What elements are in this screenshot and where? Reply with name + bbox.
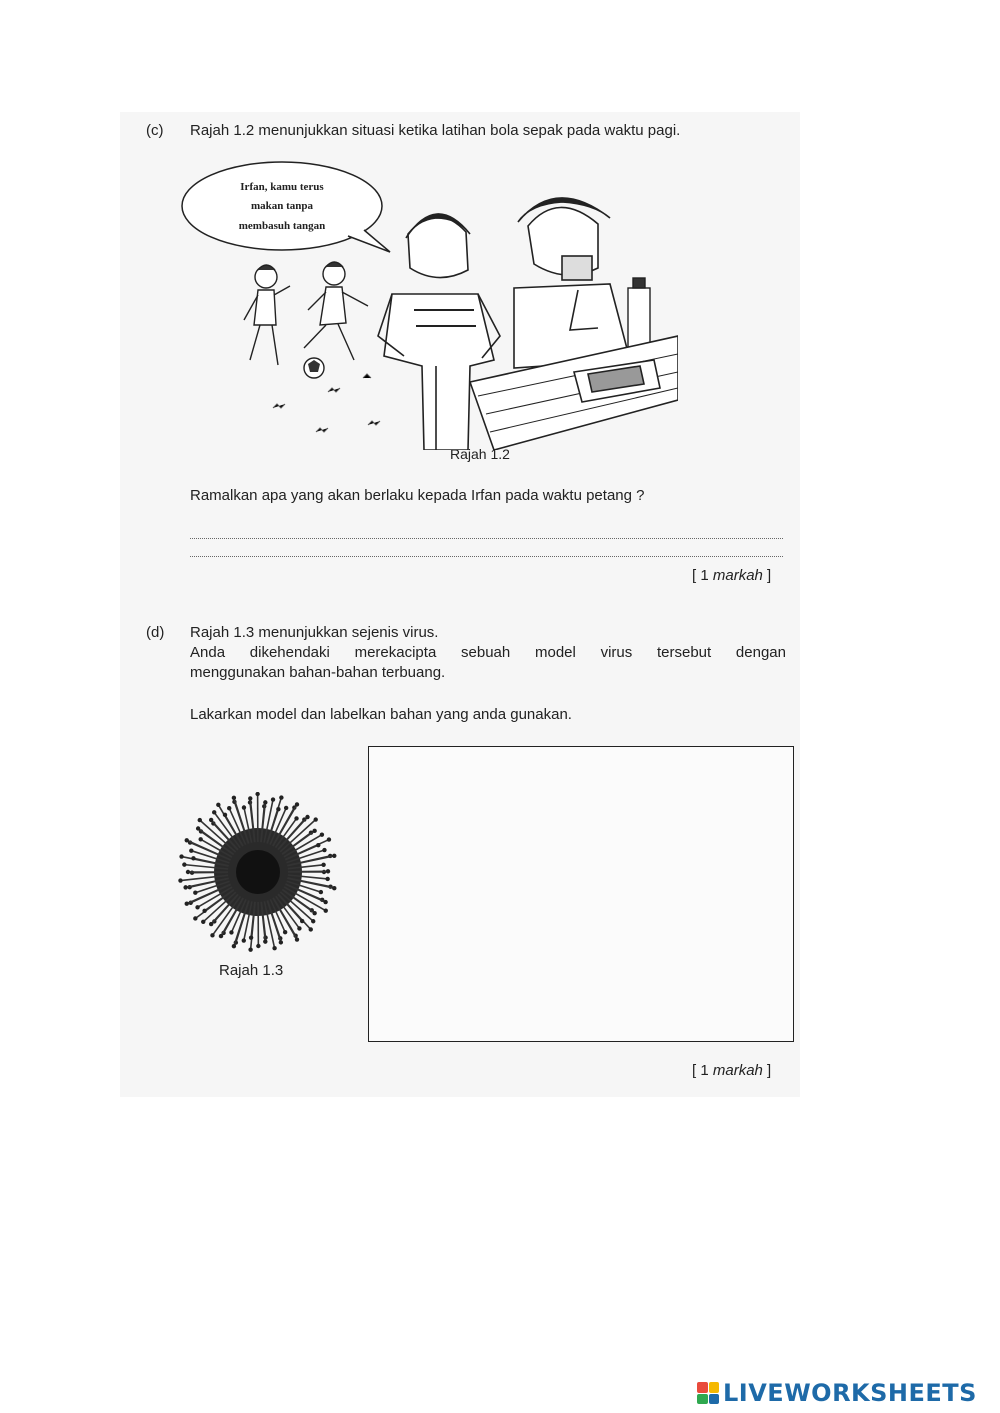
answer-line-1[interactable] (190, 538, 783, 539)
virus-spike-tip (189, 848, 193, 852)
speech-bubble-line: membasuh tangan (238, 220, 326, 232)
virus-spike-tip (256, 944, 260, 948)
virus-spike-tip (323, 900, 327, 904)
virus-spike-tip (219, 934, 223, 938)
virus-spike-tip (276, 807, 280, 811)
virus-spike-tip (316, 843, 320, 847)
question-c-intro: Rajah 1.2 menunjukkan situasi ketika latihan bola sepak pada waktu pagi. (190, 122, 681, 139)
virus-spike-tip (193, 891, 197, 895)
virus-spike-tip (227, 806, 231, 810)
water-bottle-icon (628, 278, 650, 350)
virus-spike-tip (309, 927, 313, 931)
virus-spike-tip (314, 817, 318, 821)
virus-spike-tip (297, 926, 301, 930)
virus-spike-tip (300, 919, 304, 923)
virus-spike-tip (326, 869, 330, 873)
virus-spike-tip (324, 908, 328, 912)
virus-spike-tip (209, 922, 213, 926)
virus-spike-tip (248, 947, 252, 951)
virus-spike-tip (229, 930, 233, 934)
virus-spike-tip (325, 877, 329, 881)
question-d-line-1: Rajah 1.3 menunjukkan sejenis virus. (190, 624, 439, 641)
answer-line-2[interactable] (190, 556, 783, 557)
virus-spike-tip (216, 803, 220, 807)
virus-spike-tip (248, 796, 252, 800)
figure-1-3-caption: Rajah 1.3 (219, 962, 284, 979)
virus-spike-tip (305, 815, 309, 819)
liveworksheets-logo (697, 1378, 977, 1408)
virus-spike-tip (255, 792, 259, 796)
virus-spike-tip (196, 826, 200, 830)
virus-spike-tip (279, 795, 283, 799)
virus-spike-tip (183, 885, 187, 889)
virus-spike-tip (185, 838, 189, 842)
virus-spike-tip (242, 938, 246, 942)
virus-spike-tip (294, 816, 298, 820)
virus-spike-tip (210, 933, 214, 937)
virus-core (236, 850, 280, 894)
virus-spike-tip (223, 813, 227, 817)
virus-spike-tip (279, 940, 283, 944)
virus-spike-tip (332, 854, 336, 858)
virus-spike-tip (263, 939, 267, 943)
virus-spike-tip (320, 832, 324, 836)
question-d-line-3: menggunakan bahan-bahan terbuang. (190, 664, 446, 681)
sketch-answer-box[interactable] (368, 746, 794, 1042)
virus-spike-tip (182, 862, 186, 866)
virus-spike-tip (178, 878, 182, 882)
logo-text: LIVEWORKSHEETS (723, 1379, 977, 1407)
speech-bubble-line: Irfan, kamu terus (240, 181, 324, 193)
speech-bubble-line: makan tanpa (250, 200, 314, 212)
virus-spike-tip (249, 935, 253, 939)
virus-spike-tip (209, 818, 213, 822)
figure-1-2-caption: Rajah 1.2 (450, 446, 510, 462)
virus-illustration (178, 792, 338, 952)
question-d-label: (d) (146, 624, 165, 641)
question-d-instruction: Lakarkan model dan labelkan bahan yang anda gunakan. (190, 706, 572, 723)
virus-spike-tip (212, 810, 216, 814)
virus-spike-tip (295, 937, 299, 941)
virus-spike-tip (284, 806, 288, 810)
virus-spike-tip (327, 837, 331, 841)
virus-spike-tip (186, 870, 190, 874)
virus-spike-tip (295, 802, 299, 806)
virus-spike-tip (332, 886, 336, 890)
virus-spike-tip (322, 848, 326, 852)
virus-spike-tip (312, 911, 316, 915)
virus-spike-tip (311, 919, 315, 923)
virus-spike-tip (201, 920, 205, 924)
virus-spike-tip (319, 890, 323, 894)
virus-spike-tip (283, 930, 287, 934)
virus-spike-tip (198, 837, 202, 841)
question-c-text: Ramalkan apa yang akan berlaku kepada Irfan pada waktu petang ? (190, 487, 645, 504)
logo-mark-icon (697, 1382, 719, 1404)
virus-spike-tip (232, 796, 236, 800)
question-d-line-2: Anda dikehendaki merekacipta sebuah model virus tersebut dengan (190, 644, 786, 661)
virus-spike-tip (272, 946, 276, 950)
virus-spike-tip (263, 800, 267, 804)
virus-spike-tip (271, 797, 275, 801)
virus-spike-tip (193, 916, 197, 920)
virus-spike-tip (232, 944, 236, 948)
figure-1-2-illustration (178, 160, 678, 450)
virus-spike-tip (185, 902, 189, 906)
virus-spike-tip (242, 805, 246, 809)
virus-spike-tip (198, 818, 202, 822)
virus-spike-tip (195, 905, 199, 909)
virus-spike-tip (312, 829, 316, 833)
virus-spike-tip (179, 854, 183, 858)
question-d-marks: [ 1 markah ] (692, 1062, 772, 1079)
virus-spike-tip (202, 909, 206, 913)
question-c-label: (c) (146, 122, 164, 139)
virus-spike-tip (191, 856, 195, 860)
virus-spike-tip (321, 863, 325, 867)
question-c-marks: [ 1 markah ] (692, 567, 772, 584)
